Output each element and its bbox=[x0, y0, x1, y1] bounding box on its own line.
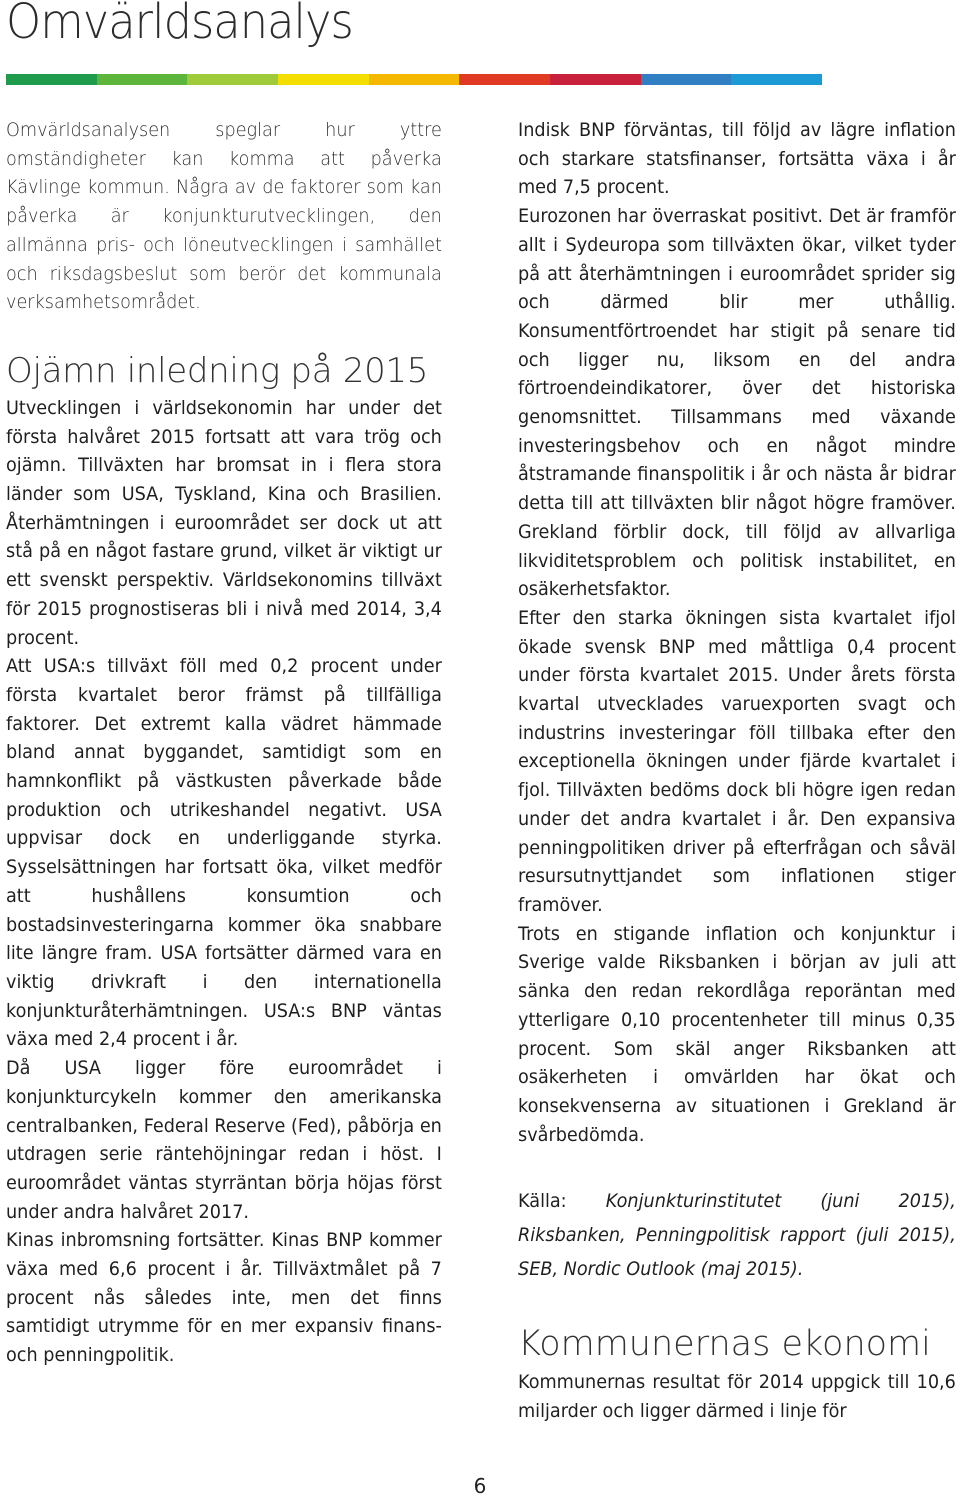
section-heading-ojamn: Ojämn inledning på 2015 bbox=[6, 350, 429, 391]
left-column bbox=[6, 117, 442, 1371]
color-segment bbox=[731, 74, 822, 85]
right-column bbox=[518, 117, 956, 1427]
body-paragraph: Då USA ligger före euroområdet i konjunkturcykeln kommer den amerikanska centralbanken, Federal Reserve (Fed), påbörja en utdragen serie räntehöjningar redan i höst. I euroområdet väntas styrräntan börja höjas först under andra halvåret 2017. bbox=[6, 1058, 442, 1223]
color-segment bbox=[187, 74, 278, 85]
color-bar bbox=[6, 74, 822, 85]
body-paragraph: Kinas inbromsning fortsätter. Kinas BNP kommer växa med 6,6 procent i år. Tillväxtmålet på 7 procent nås således inte, men det finns samtidigt utrymme för en mer expansiv finans- och penningpolitik. bbox=[6, 1230, 442, 1367]
page-number: 6 bbox=[473, 1474, 487, 1498]
body-paragraph: Efter den starka ökningen sista kvartalet ifjol ökade svensk BNP med måttliga 0,4 procent under första kvartalet 2015. Under årets första kvartal utvecklades varuexporten svagt och industrins investeringar föll tillbaka efter den exceptionella ökningen under fjärde kvartalet i fjol. Tillväxten bedöms dock bli högre igen redan under det andra kvartalet i år. Den expansiva penningpolitiken driver på efterfrågan och såväl resursutnyttjandet som inflationen stiger framöver. bbox=[518, 607, 956, 916]
section-heading-kommunernas: Kommunernas ekonomi bbox=[518, 1324, 931, 1365]
source-text: Konjunkturinstitutet (juni 2015), Riksbanken, Penningpolitisk rapport (juli 2015), SEB, Nordic Outlook (maj 2015). bbox=[518, 1191, 956, 1281]
color-segment bbox=[550, 74, 641, 85]
intro-paragraph: Omvärldsanalysen speglar hur yttre omständigheter kan komma att påverka Kävlinge kommun. Några av de faktorer som kan påverka är konjunkturutvecklingen, den allmänna pris- och löneutvecklingen i samhället och riksdagsbeslut som berör det kommunala verksamhetsområdet. bbox=[6, 120, 442, 314]
color-segment bbox=[369, 74, 460, 85]
body-paragraph: Indisk BNP förväntas, till följd av lägre inflation och starkare statsfinanser, fortsätta växa i år med 7,5 procent. bbox=[518, 120, 956, 199]
source-note bbox=[518, 1185, 956, 1287]
body-paragraph: Utvecklingen i världsekonomin har under det första halvåret 2015 fortsatt att vara trög och ojämn. Tillväxten har bromsat in i flera stora länder som USA, Tyskland, Kina och Brasilien. Återhämtningen i euroområdet ser dock ut att stå på en något fastare grund, vilket är viktigt ur ett svenskt perspektiv. Världsekonomins tillväxt för 2015 prognostiseras bli i nivå med 2014, 3,4 procent. bbox=[6, 397, 442, 649]
color-segment bbox=[6, 74, 97, 85]
color-segment bbox=[278, 74, 369, 85]
source-label: Källa: bbox=[518, 1191, 567, 1213]
body-paragraph: Att USA:s tillväxt föll med 0,2 procent under första kvartalet beror främst på tillfälliga faktorer. Det extremt kalla vädret hämmade bland annat byggandet, samtidigt som en hamnkonflikt på västkusten påverkade både produktion och utrikeshandel negativt. USA uppvisar dock en underliggande styrka. Sysselsättningen har fortsatt öka, vilket medför att hushållens konsumtion och bostadsinvesteringarna kommer öka snabbare lite längre fram. USA fortsätter därmed vara en viktig drivkraft i den internationella konjunkturåterhämtningen. USA:s BNP väntas växa med 2,4 procent i år. bbox=[6, 656, 442, 1051]
color-segment bbox=[459, 74, 550, 85]
color-segment bbox=[97, 74, 188, 85]
color-segment bbox=[641, 74, 732, 85]
page-title: Omvärldsanalys bbox=[6, 0, 353, 50]
body-paragraph: Kommunernas resultat för 2014 uppgick till 10,6 miljarder och ligger därmed i linje för bbox=[518, 1372, 956, 1423]
body-paragraph: Trots en stigande inflation och konjunktur i Sverige valde Riksbanken i början av juli att sänka den redan rekordlåga reporäntan med ytterligare 0,10 procentenheter till minus 0,35 procent. Som skäl anger Riksbanken att osäkerheten i omvärlden har ökat och konsekvenserna av situationen i Grekland är svårbedömda. bbox=[518, 923, 956, 1146]
body-paragraph: Eurozonen har överraskat positivt. Det är framför allt i Sydeuropa som tillväxten ökar, vilket tyder på att återhämtningen i euroområdet sprider sig och därmed blir mer uthållig. Konsumentförtroendet har stigit på senare tid och ligger nu, liksom en del andra förtroendeindikatorer, över det historiska genomsnittet. Tillsammans med växande investeringsbehov och en något mindre åtstramande finanspolitik i år och nästa år bidrar detta till att tillväxten blir något högre framöver. Grekland förblir dock, till följd av allvarliga likviditetsproblem och politisk instabilitet, en osäkerhetsfaktor. bbox=[518, 206, 956, 601]
